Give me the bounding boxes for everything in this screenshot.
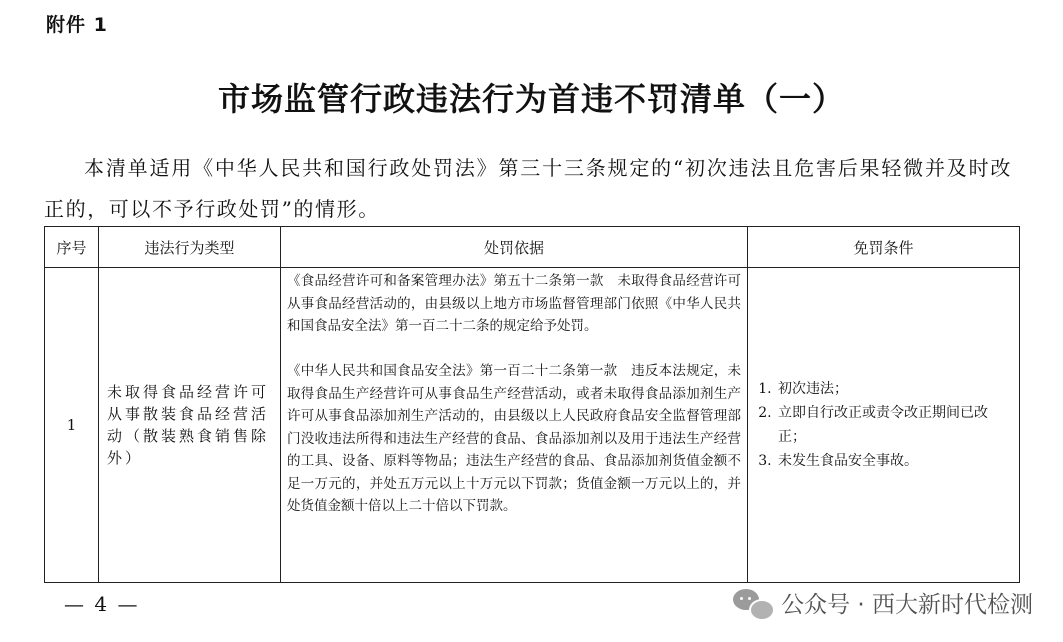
watermark-text: 公众号 · 西大新时代检测 bbox=[781, 592, 1033, 618]
header-seq: 序号 bbox=[45, 227, 99, 268]
wechat-eye bbox=[740, 597, 743, 600]
table-header-row bbox=[45, 227, 1020, 268]
header-penalty-basis: 处罚依据 bbox=[281, 227, 748, 268]
wechat-icon bbox=[733, 587, 773, 619]
basis-paragraph: 《食品经营许可和备案管理办法》第五十二条第一款 未取得食品经营许可从事食品经营活动的，由县级以上地方市场监督管理部门依照《中华人民共和国食品安全法》第一百二十二条的规定给予处罚。 bbox=[287, 273, 741, 334]
row-exemption-conditions bbox=[748, 268, 1020, 583]
watermark bbox=[733, 586, 1033, 619]
attachment-label: 附件 1 bbox=[46, 14, 108, 36]
wechat-eye bbox=[748, 597, 751, 600]
row-seq: 1 bbox=[45, 268, 99, 583]
basis-paragraph: 《中华人民共和国食品安全法》第一百二十二条第一款 违反本法规定，未取得食品生产经营许可从事食品生产经营活动，或者未取得食品添加剂生产许可从事食品添加剂生产活动的，由县级以上人民政府食品安全监督管理部门没收违法所得和违法生产经营的食品、食品添加剂以及用于违法生产经营的工具、设备、原料等物品；违法生产经营的食品、食品添加剂货值金额不足一万元的，并处五万元以上十万元以下罚款；货值金额一万元以上的，并处货值金额十倍以上二十倍以下罚款。 bbox=[287, 363, 741, 514]
document-title: 市场监管行政违法行为首违不罚清单（一） bbox=[217, 80, 845, 118]
page-number: — 4 — bbox=[64, 592, 140, 616]
condition-item: 2. 立即自行改正或责令改正期间已改正； bbox=[776, 401, 1011, 449]
conditions-list bbox=[756, 377, 1011, 473]
penalty-exemption-table bbox=[44, 226, 1020, 583]
row-penalty-basis bbox=[281, 268, 748, 583]
header-violation-type: 违法行为类型 bbox=[99, 227, 281, 268]
intro-paragraph: 本清单适用《中华人民共和国行政处罚法》第三十三条规定的“初次违法且危害后果轻微并及时改正的，可以不予行政处罚”的情形。 bbox=[44, 156, 1012, 221]
row-violation-type: 未取得食品经营许可从事散装食品经营活动（散装熟食销售除外） bbox=[99, 268, 281, 583]
condition-item: 1. 初次违法； bbox=[776, 377, 1011, 401]
wechat-bubble-small bbox=[749, 599, 775, 621]
condition-item: 3. 未发生食品安全事故。 bbox=[776, 449, 1011, 473]
header-exemption-conditions: 免罚条件 bbox=[748, 227, 1020, 268]
table-row bbox=[45, 268, 1020, 583]
